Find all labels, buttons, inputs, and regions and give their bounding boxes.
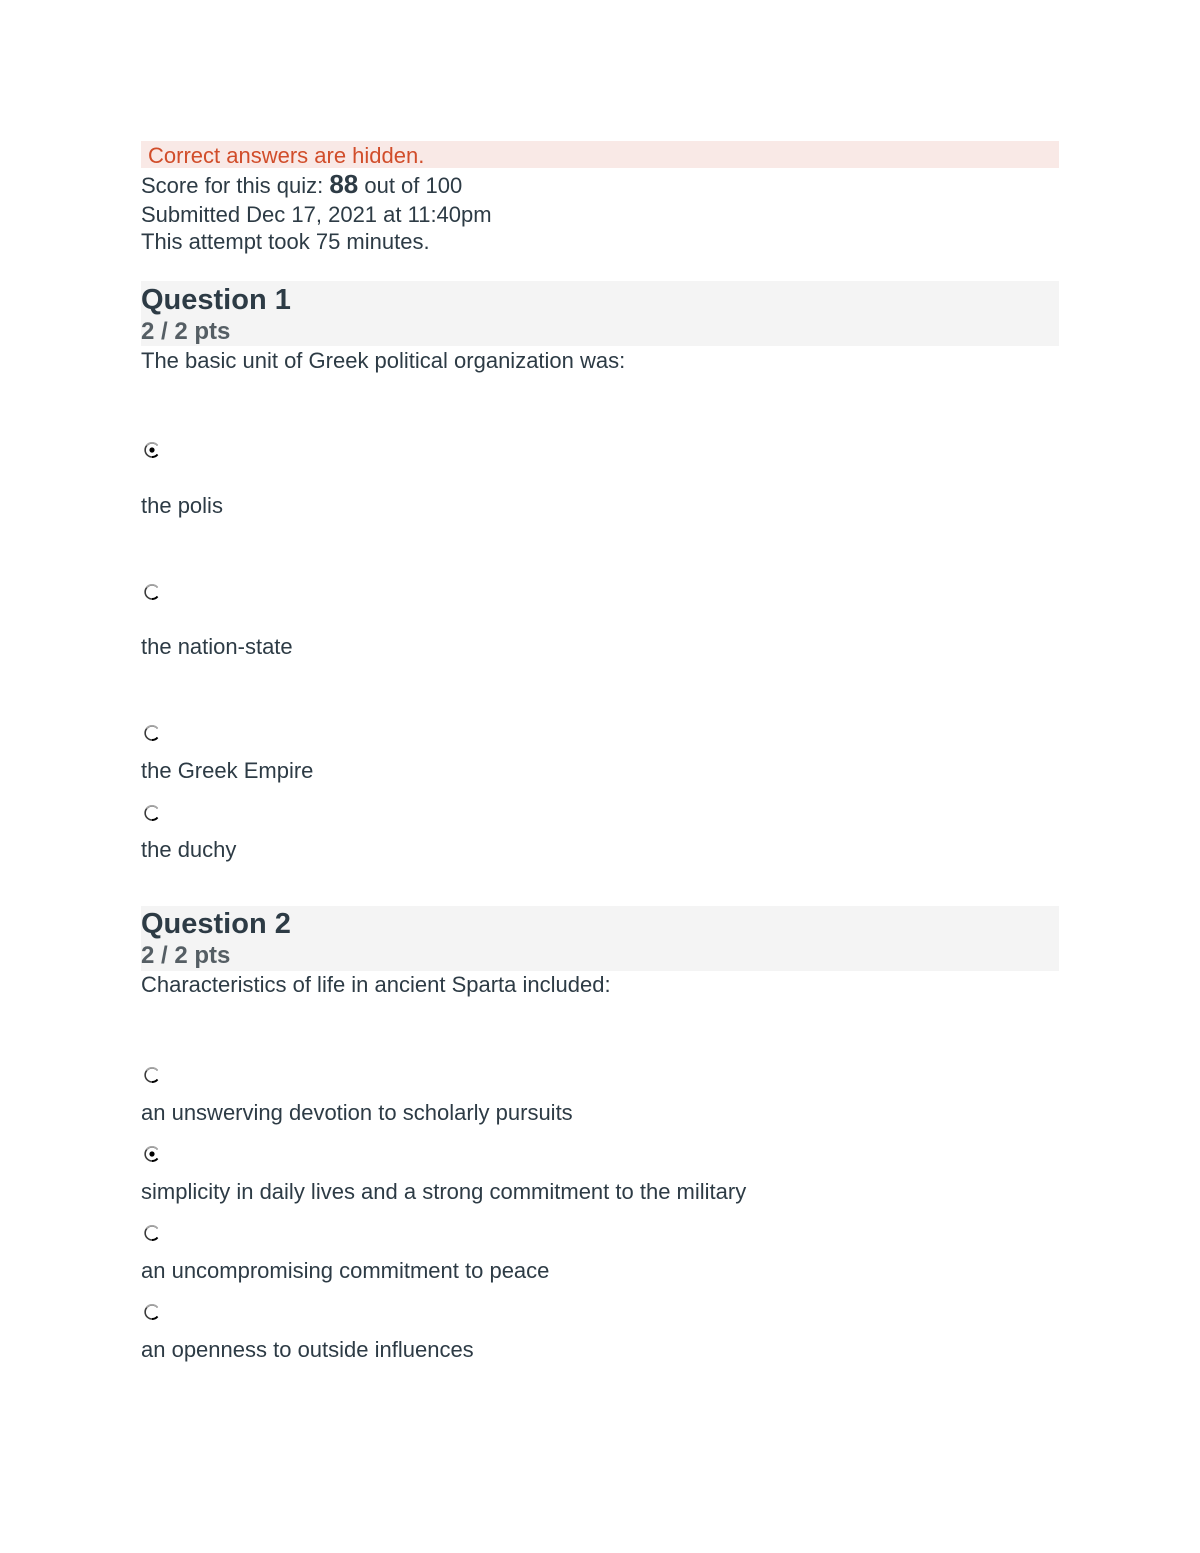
question-2-answer-2-label: simplicity in daily lives and a strong commitment to the military [141,1179,747,1204]
question-2-points: 2 / 2 pts [141,942,231,969]
question-2-text: Characteristics of life in ancient Sparta included: [141,972,611,997]
question-2-answer-4-label: an openness to outside influences [141,1337,474,1362]
question-2-answer-2-radio[interactable] [143,1145,161,1163]
question-1-answer-4-label: the duchy [141,837,237,862]
question-1-answer-2-radio[interactable] [143,583,161,601]
submitted-timestamp: Submitted Dec 17, 2021 at 11:40pm [141,202,492,227]
question-1-title: Question 1 [141,284,291,316]
question-1-text: The basic unit of Greek political organization was: [141,348,626,373]
question-2-answer-3-radio[interactable] [143,1224,161,1242]
score-label: Score for this quiz: [141,173,330,198]
quiz-score-line [141,171,462,199]
question-1-answer-2-label: the nation-state [141,634,293,659]
hidden-answers-message: Correct answers are hidden. [148,143,425,168]
attempt-duration: This attempt took 75 minutes. [141,229,430,254]
score-total: out of 100 [358,173,463,198]
question-2-answer-1-label: an unswerving devotion to scholarly pursuits [141,1100,573,1125]
question-2-title: Question 2 [141,908,291,940]
question-2-answer-3-label: an uncompromising commitment to peace [141,1258,550,1283]
question-1-answer-4-radio[interactable] [143,804,161,822]
question-1-answer-1-radio[interactable] [143,441,161,459]
score-value: 88 [329,169,359,199]
question-1-points: 2 / 2 pts [141,318,231,345]
question-2-answer-1-radio[interactable] [143,1066,161,1084]
question-1-answer-3-radio[interactable] [143,724,161,742]
question-1-answer-1-label: the polis [141,493,223,518]
question-1-answer-3-label: the Greek Empire [141,758,314,783]
question-2-answer-4-radio[interactable] [143,1303,161,1321]
